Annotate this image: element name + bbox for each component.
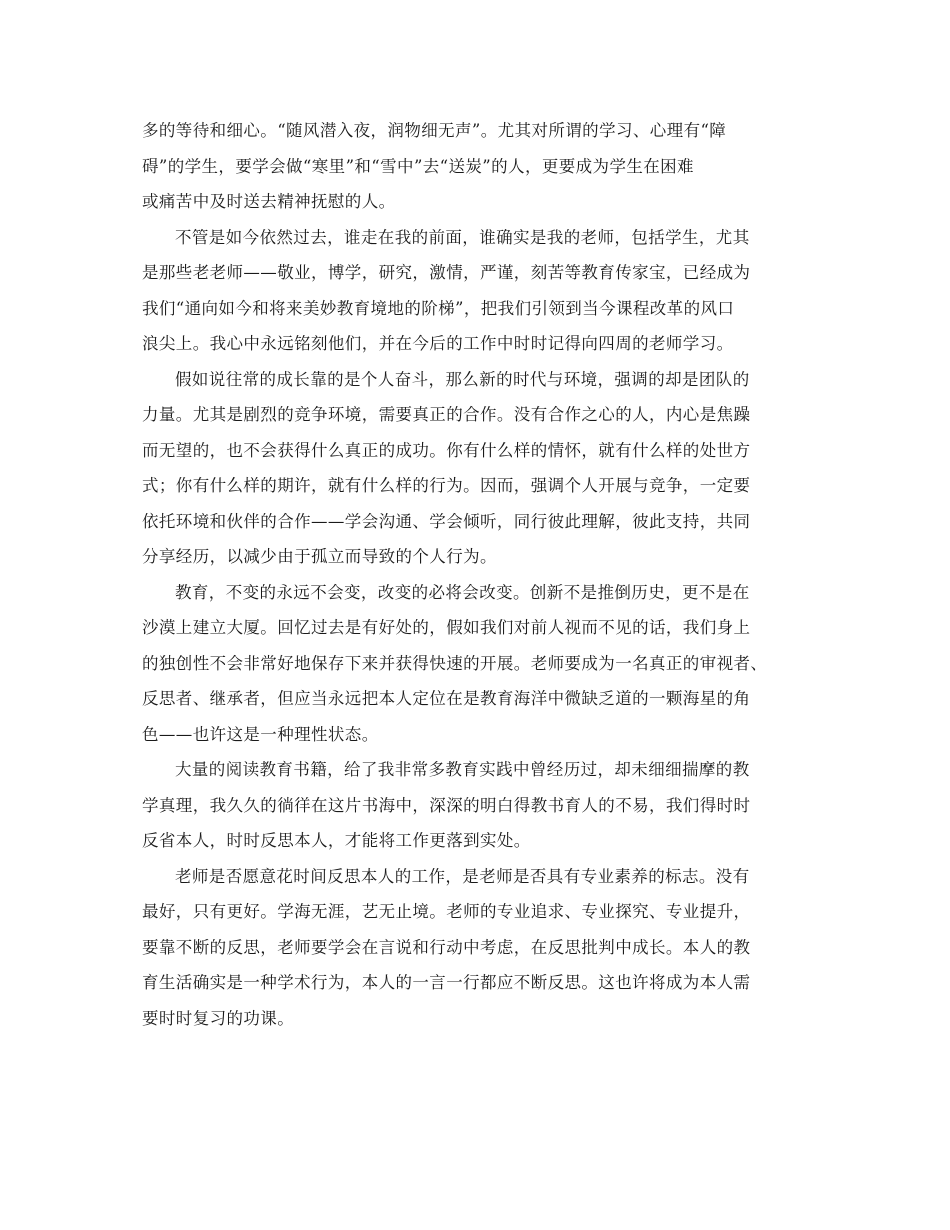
text-line: 反思者、继承者，但应当永远把本人定位在是教育海洋中微缺乏道的一颗海星的角 bbox=[142, 689, 751, 708]
text-line: 老师是否愿意花时间反思本人的工作，是老师是否具有专业素养的标志。没有 bbox=[175, 866, 750, 886]
document-body bbox=[142, 113, 812, 1036]
text-line: 的独创性不会非常好地保存下来并获得快速的开展。老师要成为一名真正的审视者、 bbox=[142, 653, 768, 673]
paragraph bbox=[142, 220, 812, 362]
text-line: 而无望的，也不会获得什么真正的成功。你有什么样的情怀，就有什么样的处世方 bbox=[142, 440, 751, 460]
text-line: 是那些老老师——敬业，博学，研究，激情，严谨，刻苦等教育传家宝，已经成为 bbox=[142, 263, 751, 282]
text-line: 最好，只有更好。学海无涯，艺无止境。老师的专业追求、专业探究、专业提升， bbox=[142, 902, 751, 921]
text-line: 碍”的学生，要学会做“寒里”和“雪中”去“送炭”的人，更要成为学生在困难 bbox=[142, 156, 694, 176]
text-line: 要靠不断的反思，老师要学会在言说和行动中考虑，在反思批判中成长。本人的教 bbox=[142, 937, 751, 957]
paragraph bbox=[142, 575, 812, 753]
text-line: 依托环境和伙伴的合作——学会沟通、学会倾听，同行彼此理解，彼此支持，共同 bbox=[142, 511, 751, 531]
text-line: 力量。尤其是剧烈的竞争环境，需要真正的合作。没有合作之心的人，内心是焦躁 bbox=[142, 405, 751, 424]
text-line: 沙漠上建立大厦。回忆过去是有好处的，假如我们对前人视而不见的话，我们身上 bbox=[142, 618, 751, 637]
text-line: 假如说往常的成长靠的是个人奋斗，那么新的时代与环境，强调的却是团队的 bbox=[175, 369, 750, 389]
paragraph bbox=[142, 859, 812, 1037]
text-line: 分享经历，以减少由于孤立而导致的个人行为。 bbox=[142, 547, 497, 566]
text-line: 我们“通向如今和将来美妙教育境地的阶梯”，把我们引领到当今课程改革的风口 bbox=[142, 298, 735, 318]
text-line: 学真理，我久久的徜徉在这片书海中，深深的明白得教书育人的不易，我们得时时 bbox=[142, 795, 751, 815]
text-line: 浪尖上。我心中永远铭刻他们，并在今后的工作中时时记得向四周的老师学习。 bbox=[142, 334, 734, 353]
text-line: 色——也许这是一种理性状态。 bbox=[142, 724, 379, 744]
text-line: 教育，不变的永远不会变，改变的必将会改变。创新不是推倒历史，更不是在 bbox=[175, 582, 750, 602]
text-line: 要时时复习的功课。 bbox=[142, 1008, 295, 1028]
paragraph bbox=[142, 113, 812, 220]
paragraph bbox=[142, 362, 812, 575]
text-line: 反省本人，时时反思本人，才能将工作更落到实处。 bbox=[142, 831, 531, 850]
text-line: 不管是如今依然过去，谁走在我的前面，谁确实是我的老师，包括学生，尤其 bbox=[175, 227, 750, 247]
text-line: 或痛苦中及时送去精神抚慰的人。 bbox=[142, 192, 396, 211]
text-line: 式；你有什么样的期许，就有什么样的行为。因而，强调个人开展与竞争，一定要 bbox=[142, 476, 751, 495]
text-line: 育生活确实是一种学术行为，本人的一言一行都应不断反思。这也许将成为本人需 bbox=[142, 973, 751, 992]
text-line: 大量的阅读教育书籍，给了我非常多教育实践中曾经历过，却未细细揣摩的教 bbox=[175, 760, 750, 779]
text-line: 多的等待和细心。“随风潜入夜，润物细无声”。尤其对所谓的学习、心理有“障 bbox=[142, 121, 727, 140]
paragraph bbox=[142, 752, 812, 859]
